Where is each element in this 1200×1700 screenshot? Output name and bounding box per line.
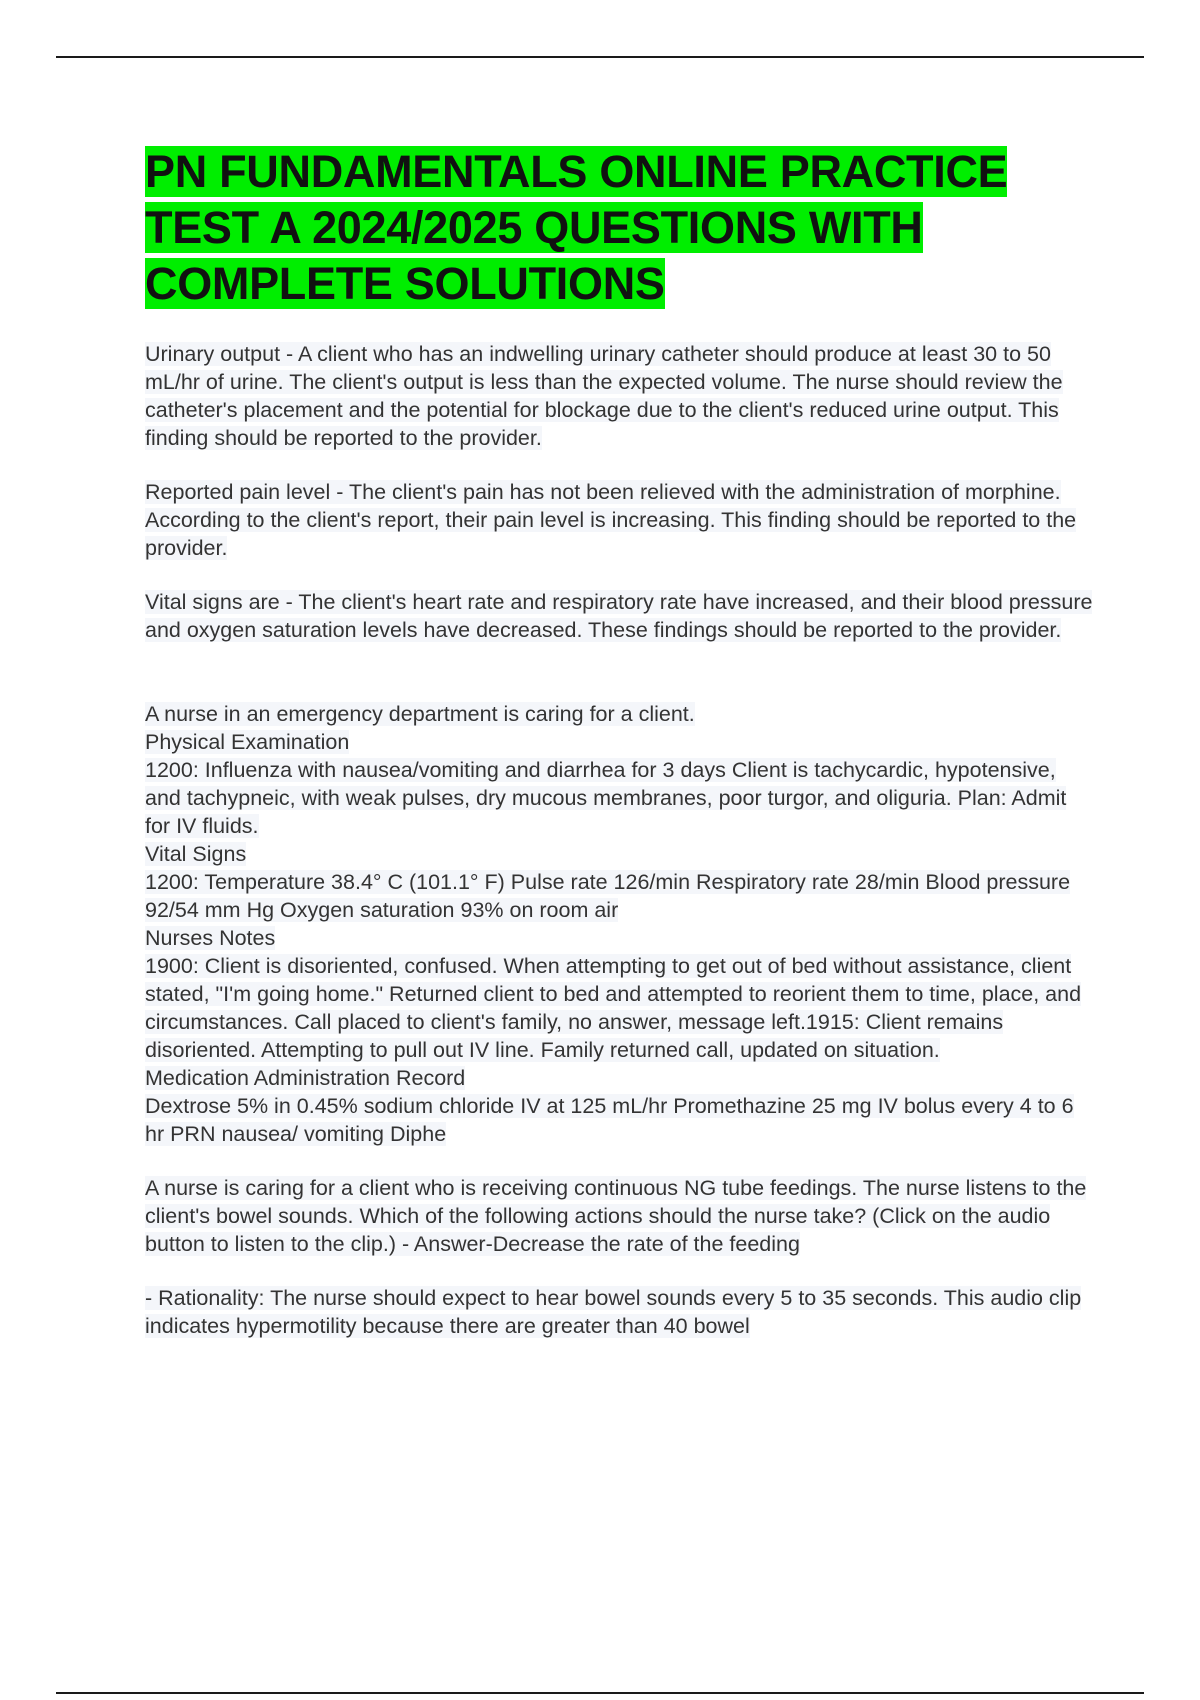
heading-medication-record [145,1064,1095,1092]
spacer [145,1258,1095,1284]
paragraph-text: Vital signs are - The client's heart rate and respiratory rate have increased, and their blood pressure and oxygen saturation levels have decreased. These findings should be reported to the provider. [145,590,1093,642]
spacer [145,452,1095,478]
top-rule [56,56,1144,58]
line-text: Physical Examination [145,730,350,754]
paragraph-text: Urinary output - A client who has an indwelling urinary catheter should produce at least 30 to 50 mL/hr of urine. The client's output is less than the expected volume. The nurse should review the catheter's placement and the potential for blockage due to the client's reduced urine output. This finding should be reported to the provider. [145,342,1063,450]
physical-examination-text [145,756,1095,840]
spacer [145,1148,1095,1174]
spacer [145,562,1095,588]
spacer [145,644,1095,700]
line-text: 1200: Temperature 38.4° C (101.1° F) Pulse rate 126/min Respiratory rate 28/min Blood pressure 92/54 mm Hg Oxygen saturation 93% on room air [145,870,1071,922]
paragraph-vital-signs [145,588,1095,644]
paragraph-pain-level [145,478,1095,562]
paragraph-urinary-output [145,340,1095,452]
line-text: 1900: Client is disoriented, confused. When attempting to get out of bed without assistance, client stated, "I'm going home." Returned client to bed and attempted to reorient them to time, place, and circumstances. Call placed to client's family, no answer, message left.1915: Client remains disoriented. Attempting to pull out IV line. Family returned call, updated on situation. [145,954,1082,1062]
line-text: Nurses Notes [145,926,276,950]
bottom-rule [56,1692,1144,1694]
case-intro [145,700,1095,728]
title-highlight: PN FUNDAMENTALS ONLINE PRACTICE TEST A 2024/2025 QUESTIONS WITH COMPLETE SOLUTIONS [145,146,1008,309]
line-text: 1200: Influenza with nausea/vomiting and diarrhea for 3 days Client is tachycardic, hypotensive, and tachypneic, with weak pulses, dry mucous membranes, poor turgor, and oliguria. Plan: Admit for IV fluids. [145,758,1067,838]
vital-signs-text [145,868,1095,924]
paragraph-text: A nurse is caring for a client who is receiving continuous NG tube feedings. The nurse listens to the client's bowel sounds. Which of the following actions should the nurse take? (Click on the audio button to listen to the clip.) - Answer-Decrease the rate of the feeding [145,1176,1087,1256]
line-text: A nurse in an emergency department is caring for a client. [145,702,695,726]
nurses-notes-text [145,952,1095,1064]
heading-physical-examination [145,728,1095,756]
rationale-paragraph [145,1284,1095,1340]
heading-nurses-notes [145,924,1095,952]
paragraph-text: Reported pain level - The client's pain has not been relieved with the administration of morphine. According to the client's report, their pain level is increasing. This finding should be reported to the provider. [145,480,1077,560]
case-study-block [145,700,1095,1148]
question-ng-tube [145,1174,1095,1258]
heading-vital-signs [145,840,1095,868]
line-text: Medication Administration Record [145,1066,466,1090]
document-body [145,144,1095,1340]
medication-record-text [145,1092,1095,1148]
paragraph-text: - Rationality: The nurse should expect to hear bowel sounds every 5 to 35 seconds. This audio clip indicates hypermotility because there are greater than 40 bowel [145,1286,1082,1338]
line-text: Dextrose 5% in 0.45% sodium chloride IV at 125 mL/hr Promethazine 25 mg IV bolus every 4 to 6 hr PRN nausea/ vomiting Diphe [145,1094,1074,1146]
document-title [145,144,1095,312]
line-text: Vital Signs [145,842,247,866]
